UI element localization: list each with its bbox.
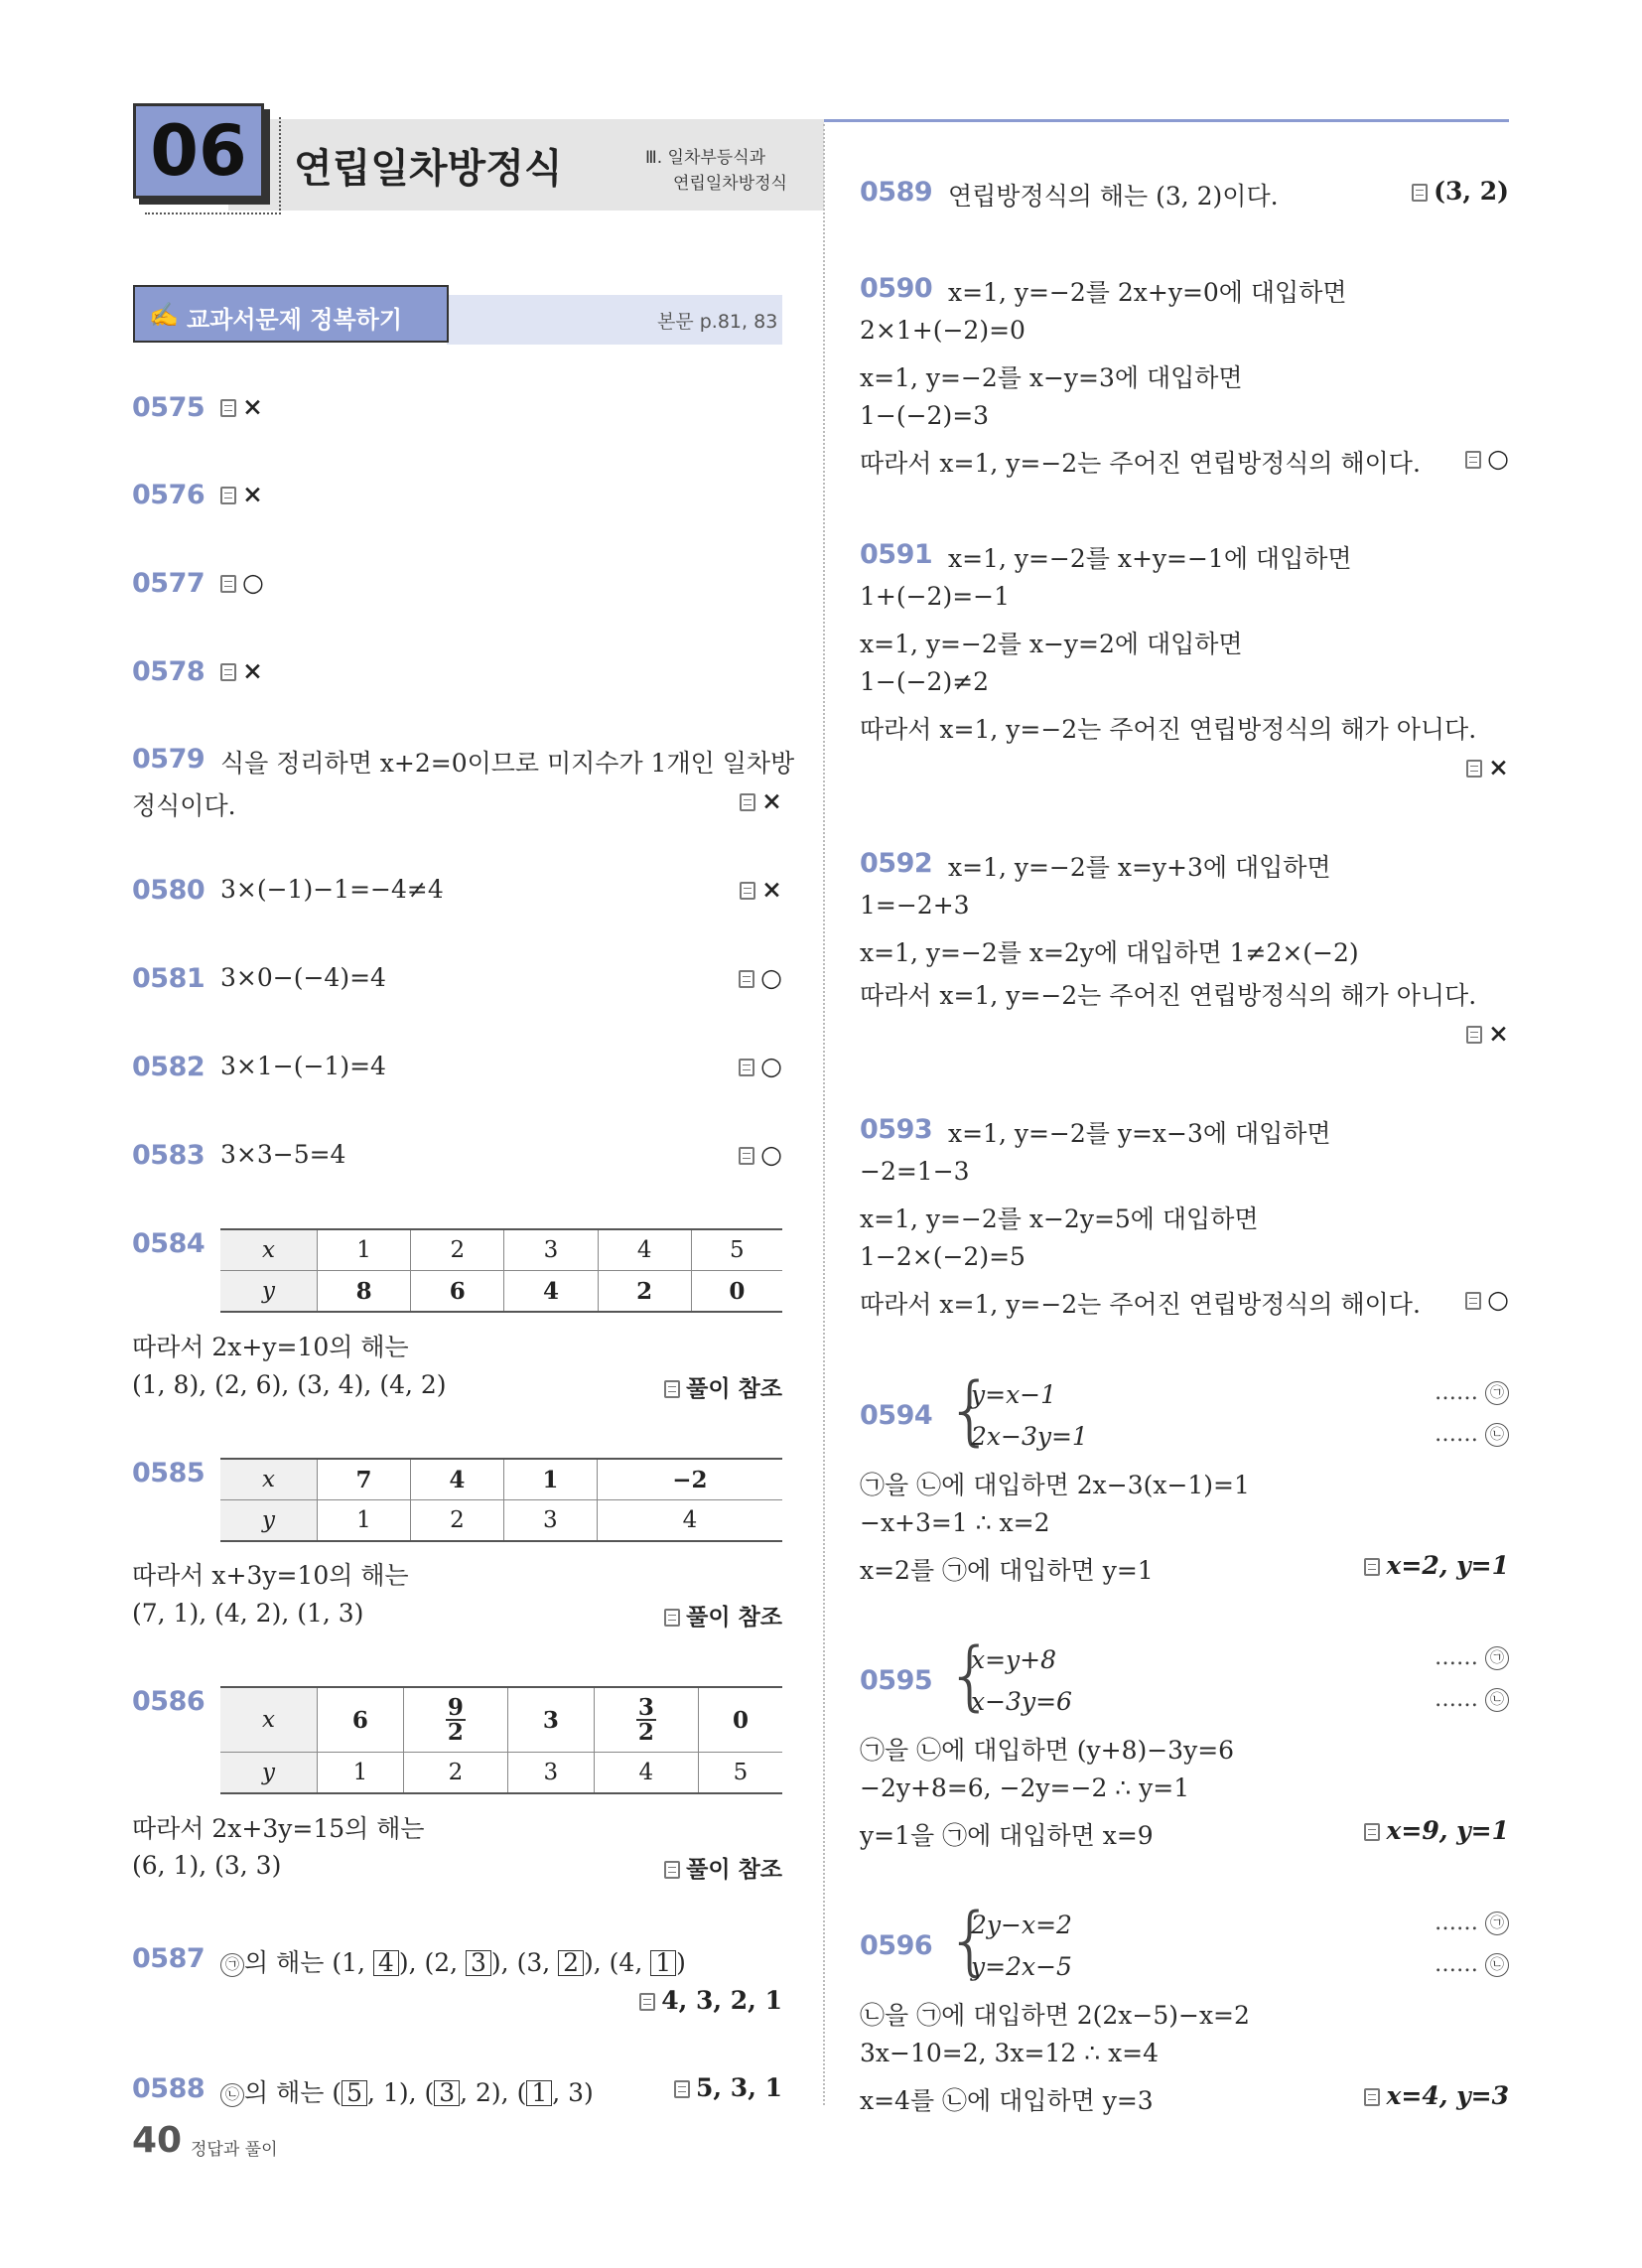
solution-line: (7, 1), (4, 2), (1, 3) bbox=[132, 1599, 364, 1628]
table-cell: 3 bbox=[507, 1687, 594, 1753]
system-brace: { bbox=[946, 1365, 995, 1454]
answer: × bbox=[1466, 753, 1509, 781]
answer: x=2, y=1 bbox=[1364, 1551, 1509, 1580]
problem-number: 0585 bbox=[132, 1458, 205, 1488]
answer: ○ bbox=[220, 568, 264, 597]
solution-line: −2=1−3 bbox=[860, 1157, 970, 1186]
answer-icon bbox=[664, 1609, 680, 1627]
solution-line: 3×(−1)−1=−4≠4 bbox=[220, 875, 444, 904]
system-brace: { bbox=[946, 1896, 995, 1984]
answer-icon bbox=[220, 487, 236, 504]
answer: x=4, y=3 bbox=[1364, 2081, 1509, 2110]
table-x-label: x bbox=[220, 1687, 318, 1753]
answer: x=9, y=1 bbox=[1364, 1816, 1509, 1845]
problem-number: 0590 bbox=[860, 273, 933, 304]
answer: ○ bbox=[1465, 1285, 1509, 1314]
solution-line: x=1, y=−2를 x−2y=5에 대입하면 bbox=[860, 1205, 1259, 1233]
solution-line: x=1, y=−2를 x−y=3에 대입하면 bbox=[860, 363, 1243, 392]
fraction: $\frac{3}{2}$ bbox=[637, 1694, 654, 1746]
solution-line: x=1, y=−2를 x=2y에 대입하면 1≠2×(−2) bbox=[860, 938, 1359, 967]
answer: 풀이 참조 bbox=[664, 1370, 782, 1403]
problem-number: 0593 bbox=[860, 1114, 933, 1145]
equation-mark: …… ㉠ bbox=[1435, 1380, 1509, 1405]
table-cell: 4 bbox=[598, 1229, 691, 1271]
value-table bbox=[220, 1686, 782, 1794]
solution-line: ㉠을 ㉡에 대입하면 2x−3(x−1)=1 bbox=[860, 1471, 1250, 1499]
table-cell: 1 bbox=[503, 1459, 597, 1500]
solution-line: 따라서 x=1, y=−2는 주어진 연립방정식의 해이다. bbox=[860, 449, 1421, 478]
table-cell: 1 bbox=[318, 1500, 411, 1542]
answer-icon bbox=[739, 970, 754, 988]
problem-number: 0588 bbox=[132, 2073, 205, 2104]
answer-icon bbox=[739, 1147, 754, 1165]
answer-icon bbox=[1465, 451, 1481, 469]
answer: 4, 3, 2, 1 bbox=[639, 1986, 782, 2015]
value-table bbox=[220, 1228, 782, 1313]
table-cell bbox=[403, 1687, 507, 1753]
table-cell: 3 bbox=[504, 1229, 598, 1271]
solution-line: 3x−10=2, 3x=12 ∴ x=4 bbox=[860, 2039, 1160, 2067]
problem-number: 0584 bbox=[132, 1228, 205, 1259]
solution-line: y=1을 ㉠에 대입하면 x=9 bbox=[860, 1821, 1154, 1850]
solution-line: 1−(−2)=3 bbox=[860, 401, 990, 430]
answer: 풀이 참조 bbox=[664, 1851, 782, 1884]
problem-number: 0577 bbox=[132, 568, 205, 599]
section-label-box bbox=[133, 285, 449, 343]
table-cell: 8 bbox=[318, 1271, 411, 1313]
solution-line: 2×1+(−2)=0 bbox=[860, 316, 1026, 345]
answer-icon bbox=[639, 1993, 655, 2011]
equation-line: x−3y=6 bbox=[971, 1687, 1072, 1716]
answer: ○ bbox=[739, 1140, 782, 1169]
answer: × bbox=[740, 875, 782, 904]
table-cell bbox=[594, 1687, 698, 1753]
answer: × bbox=[220, 480, 263, 508]
table-cell: 2 bbox=[598, 1271, 691, 1313]
solution-line: ㉠ 의 해는 (1, 4 ), (2, 3 ), (3, 2 ), (4, 1 ) bbox=[220, 1943, 686, 1979]
blank-box: 1 bbox=[650, 1950, 676, 1976]
problem-number: 0578 bbox=[132, 656, 205, 687]
blank-box: 3 bbox=[434, 2080, 460, 2106]
table-cell: 0 bbox=[698, 1687, 782, 1753]
table-x-label: x bbox=[220, 1459, 318, 1500]
circle-mark: ㉠ bbox=[220, 1953, 244, 1977]
table-cell: 2 bbox=[410, 1500, 503, 1542]
answer: × bbox=[220, 656, 263, 685]
unit-label-2: 연립일차방정식 bbox=[673, 174, 787, 194]
problem-number: 0591 bbox=[860, 539, 933, 570]
solution-line: x=1, y=−2를 y=x−3에 대입하면 bbox=[948, 1119, 1331, 1148]
solution-line: 3×3−5=4 bbox=[220, 1140, 346, 1169]
equation-line: 2y−x=2 bbox=[971, 1911, 1072, 1939]
table-x-label: x bbox=[220, 1229, 318, 1271]
solution-line: 따라서 2x+y=10의 해는 bbox=[132, 1333, 409, 1361]
answer-icon bbox=[664, 1861, 680, 1879]
equation-mark: …… ㉡ bbox=[1435, 1952, 1509, 1977]
solution-line: x=1, y=−2를 x−y=2에 대입하면 bbox=[860, 630, 1243, 658]
answer: × bbox=[740, 786, 782, 815]
problem-number: 0579 bbox=[132, 744, 205, 775]
column-divider bbox=[823, 124, 825, 2105]
blank-box: 4 bbox=[373, 1950, 399, 1976]
table-cell: 5 bbox=[698, 1753, 782, 1794]
solution-line: x=2를 ㉠에 대입하면 y=1 bbox=[860, 1556, 1154, 1585]
answer-icon bbox=[1465, 1292, 1481, 1310]
table-cell: 0 bbox=[691, 1271, 782, 1313]
table-cell: 1 bbox=[318, 1229, 411, 1271]
chapter-dotted-frame bbox=[145, 117, 281, 214]
solution-line: 3×1−(−1)=4 bbox=[220, 1052, 386, 1080]
table-cell: 6 bbox=[318, 1687, 404, 1753]
problem-number: 0587 bbox=[132, 1943, 205, 1974]
problem-number: 0581 bbox=[132, 963, 205, 994]
solution-line: ㉡ 의 해는 ( 5 , 1), ( 3 , 2), ( 1 , 3) bbox=[220, 2073, 594, 2109]
answer: 5, 3, 1 bbox=[674, 2073, 782, 2102]
answer-icon bbox=[739, 1059, 754, 1076]
blank-box: 1 bbox=[526, 2080, 552, 2106]
solution-line: 따라서 x=1, y=−2는 주어진 연립방정식의 해이다. bbox=[860, 1290, 1421, 1319]
answer: ○ bbox=[1465, 444, 1509, 473]
answer-icon bbox=[1364, 1823, 1380, 1841]
solution-line: x=1, y=−2를 2x+y=0에 대입하면 bbox=[948, 278, 1347, 307]
problem-number: 0576 bbox=[132, 480, 205, 510]
answer: × bbox=[220, 392, 263, 421]
solution-line: 따라서 x=1, y=−2는 주어진 연립방정식의 해가 아니다. bbox=[860, 715, 1477, 744]
answer-icon bbox=[740, 793, 755, 811]
problem-number: 0594 bbox=[860, 1400, 933, 1431]
chapter-title: 연립일차방정식 bbox=[294, 146, 563, 192]
answer-icon bbox=[220, 663, 236, 681]
solution-line: ㉡을 ㉠에 대입하면 2(2x−5)−x=2 bbox=[860, 2001, 1250, 2030]
equation-line: y=2x−5 bbox=[971, 1952, 1072, 1981]
answer: (3, 2) bbox=[1412, 177, 1509, 206]
system-brace: { bbox=[946, 1630, 995, 1719]
table-cell: 4 bbox=[594, 1753, 698, 1794]
footer-label: 정답과 풀이 bbox=[191, 2140, 278, 2160]
solution-line: 1−2×(−2)=5 bbox=[860, 1242, 1026, 1271]
solution-line: x=1, y=−2를 x=y+3에 대입하면 bbox=[948, 853, 1331, 882]
blank-box: 3 bbox=[466, 1950, 491, 1976]
solution-line: 식을 정리하면 x+2=0이므로 미지수가 1개인 일차방 bbox=[220, 749, 795, 778]
table-cell: 4 bbox=[504, 1271, 598, 1313]
table-y-label: y bbox=[220, 1753, 318, 1794]
equation-line: y=x−1 bbox=[971, 1380, 1057, 1409]
solution-line: 따라서 2x+3y=15의 해는 bbox=[132, 1814, 425, 1843]
solution-line: 정식이다. bbox=[132, 791, 236, 820]
equation-line: 2x−3y=1 bbox=[971, 1422, 1088, 1451]
right-top-rule bbox=[824, 119, 1509, 122]
solution-line: (1, 8), (2, 6), (3, 4), (4, 2) bbox=[132, 1370, 447, 1399]
section-label: 교과서문제 정복하기 bbox=[187, 306, 403, 334]
problem-number: 0580 bbox=[132, 875, 205, 906]
table-cell: 2 bbox=[403, 1753, 507, 1794]
solution-line: x=1, y=−2를 x+y=−1에 대입하면 bbox=[948, 544, 1352, 573]
answer: ○ bbox=[739, 1052, 782, 1080]
problem-number: 0589 bbox=[860, 177, 933, 208]
table-cell: 4 bbox=[410, 1459, 503, 1500]
solution-line: 따라서 x+3y=10의 해는 bbox=[132, 1561, 409, 1590]
table-cell: −2 bbox=[597, 1459, 782, 1500]
problem-number: 0575 bbox=[132, 392, 205, 423]
table-cell: 7 bbox=[318, 1459, 411, 1500]
answer-icon bbox=[220, 399, 236, 417]
solution-line: 1=−2+3 bbox=[860, 891, 970, 920]
answer-icon bbox=[664, 1380, 680, 1398]
equation-line: x=y+8 bbox=[971, 1645, 1057, 1674]
answer: ○ bbox=[739, 963, 782, 992]
table-cell: 2 bbox=[411, 1229, 504, 1271]
table-cell: 5 bbox=[691, 1229, 782, 1271]
solution-line: (6, 1), (3, 3) bbox=[132, 1851, 282, 1880]
problem-number: 0583 bbox=[132, 1140, 205, 1171]
blank-box: 2 bbox=[558, 1950, 584, 1976]
unit-label-1: Ⅲ. 일차부등식과 bbox=[645, 148, 766, 168]
solution-line: 1+(−2)=−1 bbox=[860, 582, 1011, 611]
problem-number: 0596 bbox=[860, 1930, 933, 1961]
answer-icon bbox=[674, 2080, 690, 2098]
table-y-label: y bbox=[220, 1271, 318, 1313]
solution-line: 따라서 x=1, y=−2는 주어진 연립방정식의 해가 아니다. bbox=[860, 981, 1477, 1010]
problem-number: 0592 bbox=[860, 848, 933, 879]
page-number: 40 bbox=[132, 2120, 183, 2161]
solution-line: 연립방정식의 해는 (3, 2)이다. bbox=[948, 182, 1279, 211]
circle-mark: ㉡ bbox=[220, 2083, 244, 2107]
answer-icon bbox=[740, 882, 755, 900]
solution-line: ㉠을 ㉡에 대입하면 (y+8)−3y=6 bbox=[860, 1736, 1235, 1765]
table-cell: 3 bbox=[507, 1753, 594, 1794]
pencil-icon: ✍ bbox=[149, 301, 179, 329]
solution-line: x=4를 ㉡에 대입하면 y=3 bbox=[860, 2086, 1154, 2115]
equation-mark: …… ㉡ bbox=[1435, 1687, 1509, 1712]
answer: × bbox=[1466, 1019, 1509, 1048]
value-table bbox=[220, 1458, 782, 1542]
problem-number: 0586 bbox=[132, 1686, 205, 1717]
problem-number: 0595 bbox=[860, 1665, 933, 1696]
answer-icon bbox=[220, 575, 236, 593]
equation-mark: …… ㉠ bbox=[1435, 1911, 1509, 1935]
solution-line: 3×0−(−4)=4 bbox=[220, 963, 386, 992]
problem-number: 0582 bbox=[132, 1052, 205, 1082]
table-cell: 4 bbox=[597, 1500, 782, 1542]
fraction: $\frac{9}{2}$ bbox=[447, 1694, 464, 1746]
equation-mark: …… ㉠ bbox=[1435, 1645, 1509, 1670]
answer-icon bbox=[1466, 1026, 1482, 1044]
solution-line: −x+3=1 ∴ x=2 bbox=[860, 1508, 1050, 1537]
answer-icon bbox=[1364, 1558, 1380, 1576]
blank-box: 5 bbox=[342, 2080, 367, 2106]
solution-line: 1−(−2)≠2 bbox=[860, 667, 990, 696]
answer: 풀이 참조 bbox=[664, 1599, 782, 1631]
answer-icon bbox=[1364, 2088, 1380, 2106]
table-cell: 1 bbox=[318, 1753, 404, 1794]
solution-line: −2y+8=6, −2y=−2 ∴ y=1 bbox=[860, 1773, 1190, 1802]
answer-icon bbox=[1466, 760, 1482, 778]
section-page-ref: 본문 p.81, 83 bbox=[657, 311, 778, 333]
table-cell: 6 bbox=[411, 1271, 504, 1313]
answer-icon bbox=[1412, 184, 1428, 202]
table-y-label: y bbox=[220, 1500, 318, 1542]
chapter-number: 06 bbox=[150, 110, 247, 192]
equation-mark: …… ㉡ bbox=[1435, 1422, 1509, 1447]
table-cell: 3 bbox=[503, 1500, 597, 1542]
